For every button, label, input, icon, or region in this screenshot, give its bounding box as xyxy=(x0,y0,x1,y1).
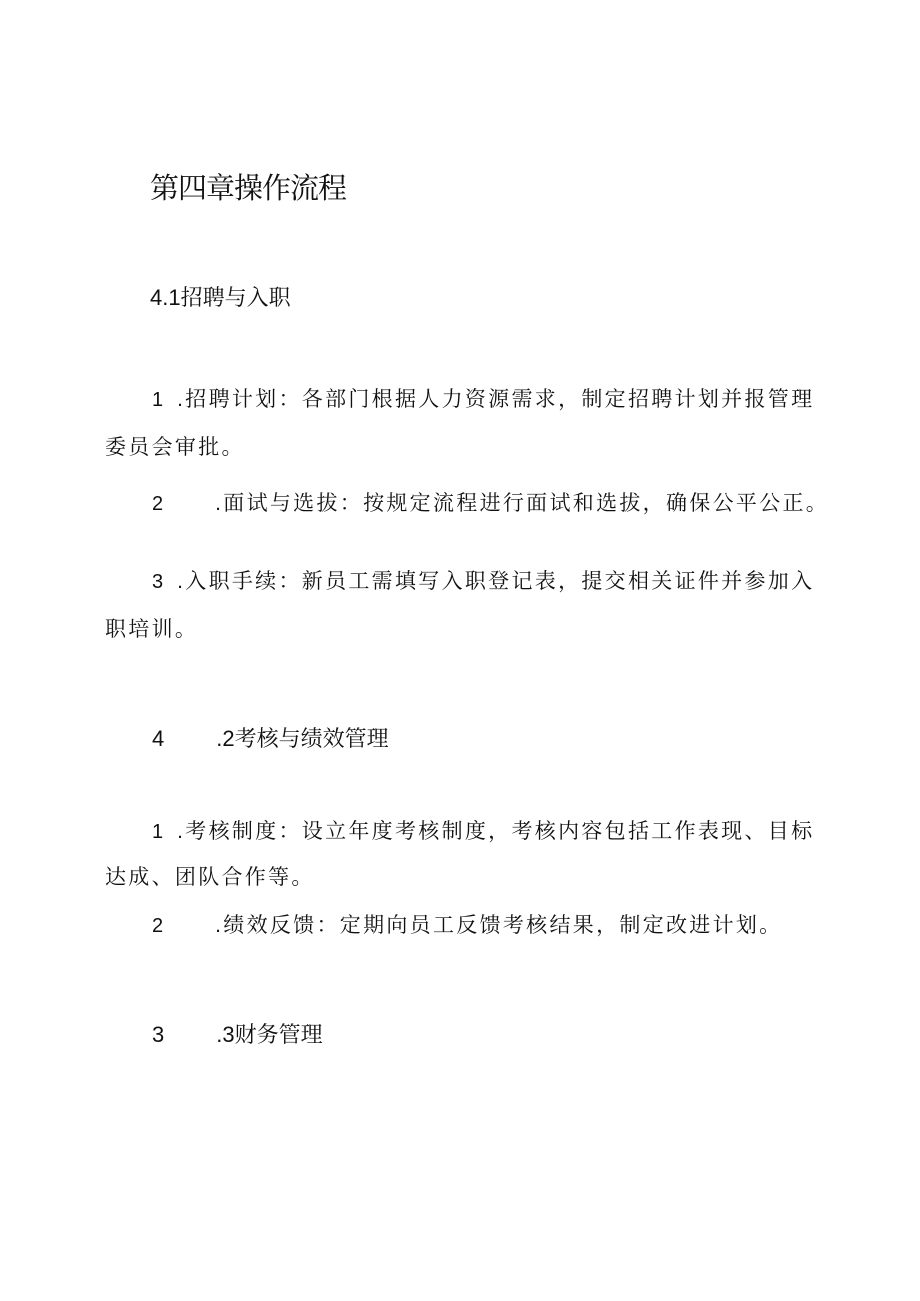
list-item-interview-selection xyxy=(152,488,829,519)
section-number-part: .3 xyxy=(216,1022,235,1047)
section-heading-4-3 xyxy=(152,1020,323,1051)
chapter-title: 第四章操作流程 xyxy=(150,171,347,205)
item-number: 1 xyxy=(152,821,164,843)
item-separator: . xyxy=(215,914,224,937)
section-number-part: 4 xyxy=(152,726,165,751)
item-separator: . xyxy=(177,388,186,411)
section-title: 财务管理 xyxy=(234,1023,323,1048)
item-number: 1 xyxy=(152,389,164,411)
item-text-line2: 委员会审批。 xyxy=(105,435,245,459)
item-separator: . xyxy=(215,492,224,515)
item-text-line1: 面试与选拔：按规定流程进行面试和选拔，确保公平公正。 xyxy=(223,491,830,515)
item-text-line2: 职培训。 xyxy=(105,617,199,641)
list-item-onboarding xyxy=(152,566,814,597)
section-title: 考核与绩效管理 xyxy=(234,727,389,752)
list-item-performance-feedback xyxy=(152,910,782,941)
item-number: 2 xyxy=(152,915,164,937)
item-text-line1: 招聘计划：各部门根据人力资源需求，制定招聘计划并报管理 xyxy=(185,387,815,411)
section-number-part: .2 xyxy=(216,726,235,751)
item-text-line1: 入职手续：新员工需填写入职登记表，提交相关证件并参加入 xyxy=(185,569,815,593)
list-item-continuation xyxy=(105,432,245,462)
item-separator: . xyxy=(177,820,186,843)
item-text-line1: 绩效反馈：定期向员工反馈考核结果，制定改进计划。 xyxy=(223,913,783,937)
item-text-line1: 考核制度：设立年度考核制度，考核内容包括工作表现、目标 xyxy=(185,819,815,843)
section-title: 招聘与入职 xyxy=(180,286,291,311)
list-item-continuation xyxy=(105,862,315,892)
section-heading-4-1 xyxy=(150,283,291,314)
item-number: 2 xyxy=(152,493,164,515)
list-item-continuation xyxy=(105,614,198,644)
section-heading-4-2 xyxy=(152,724,389,755)
section-number: 4.1 xyxy=(150,285,181,310)
list-item-recruitment-plan xyxy=(152,384,814,415)
list-item-assessment-system xyxy=(152,816,814,847)
item-separator: . xyxy=(177,570,186,593)
item-number: 3 xyxy=(152,571,164,593)
item-text-line2: 达成、团队合作等。 xyxy=(105,865,315,889)
section-number-part: 3 xyxy=(152,1022,165,1047)
